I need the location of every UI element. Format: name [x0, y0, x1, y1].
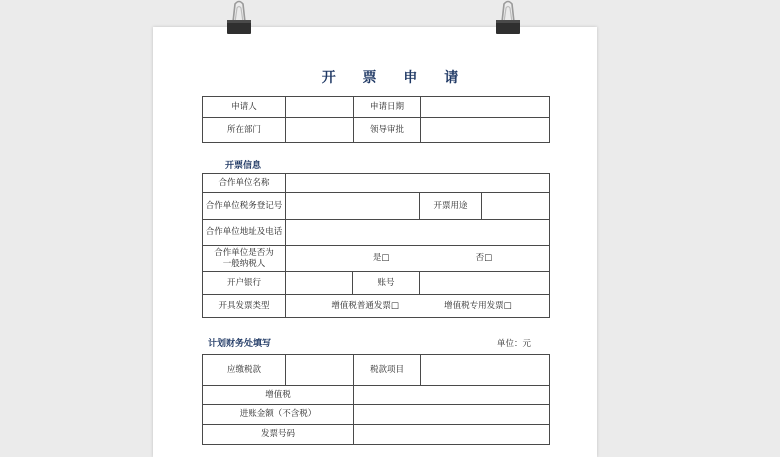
leader-approval-field[interactable] — [421, 118, 550, 143]
tax-due-label: 应缴税款 — [203, 355, 286, 386]
department-label: 所在部门 — [203, 118, 286, 143]
invoice-info-heading: 开票信息 — [225, 161, 262, 171]
vat-normal-checkbox[interactable]: 增值税普通发票□ — [331, 300, 399, 311]
tax-item-label: 税款项目 — [354, 355, 421, 386]
finance-heading: 计划财务处填写 — [208, 339, 272, 349]
tax-registration-field[interactable] — [286, 193, 420, 220]
account-label: 账号 — [353, 272, 420, 295]
tax-registration-label: 合作单位税务登记号 — [203, 193, 286, 220]
account-field[interactable] — [420, 272, 550, 295]
partner-name-field[interactable] — [286, 174, 550, 193]
invoice-purpose-label: 开票用途 — [420, 193, 482, 220]
finance-table — [202, 354, 550, 445]
applicant-label: 申请人 — [203, 97, 286, 118]
invoice-number-field[interactable] — [354, 425, 550, 445]
yes-checkbox[interactable]: 是□ — [372, 253, 390, 263]
partner-name-label: 合作单位名称 — [203, 174, 286, 193]
vat-field[interactable] — [354, 386, 550, 405]
leader-approval-label: 领导审批 — [354, 118, 421, 143]
general-taxpayer-label-line2: 一般纳税人 — [222, 258, 266, 269]
address-phone-label: 合作单位地址及电话 — [203, 220, 286, 246]
tax-due-field[interactable] — [286, 355, 354, 386]
invoice-info-table — [202, 173, 550, 318]
vat-special-checkbox[interactable]: 增值税专用发票□ — [444, 300, 512, 311]
applicant-table — [202, 96, 550, 143]
applicant-field[interactable] — [286, 97, 354, 118]
tax-item-field[interactable] — [421, 355, 550, 386]
general-taxpayer-label — [203, 246, 286, 272]
apply-date-field[interactable] — [421, 97, 550, 118]
department-field[interactable] — [286, 118, 354, 143]
bank-label: 开户银行 — [203, 272, 286, 295]
amount-excl-tax-label: 进账金额（不含税） — [203, 405, 354, 425]
page-title: 开 票 申 请 — [321, 70, 470, 86]
invoice-type-options — [286, 295, 550, 318]
general-taxpayer-options — [286, 246, 550, 272]
amount-excl-tax-field[interactable] — [354, 405, 550, 425]
unit-label: 单位：元 — [497, 339, 532, 349]
apply-date-label: 申请日期 — [354, 97, 421, 118]
general-taxpayer-label-line1: 合作单位是否为 — [214, 247, 274, 258]
invoice-type-label: 开具发票类型 — [203, 295, 286, 318]
invoice-purpose-field[interactable] — [482, 193, 550, 220]
bank-field[interactable] — [286, 272, 353, 295]
binder-clip-right-icon — [493, 0, 523, 36]
vat-label: 增值税 — [203, 386, 354, 405]
invoice-number-label: 发票号码 — [203, 425, 354, 445]
address-phone-field[interactable] — [286, 220, 550, 246]
no-checkbox[interactable]: 否□ — [475, 253, 493, 263]
binder-clip-left-icon — [224, 0, 254, 36]
